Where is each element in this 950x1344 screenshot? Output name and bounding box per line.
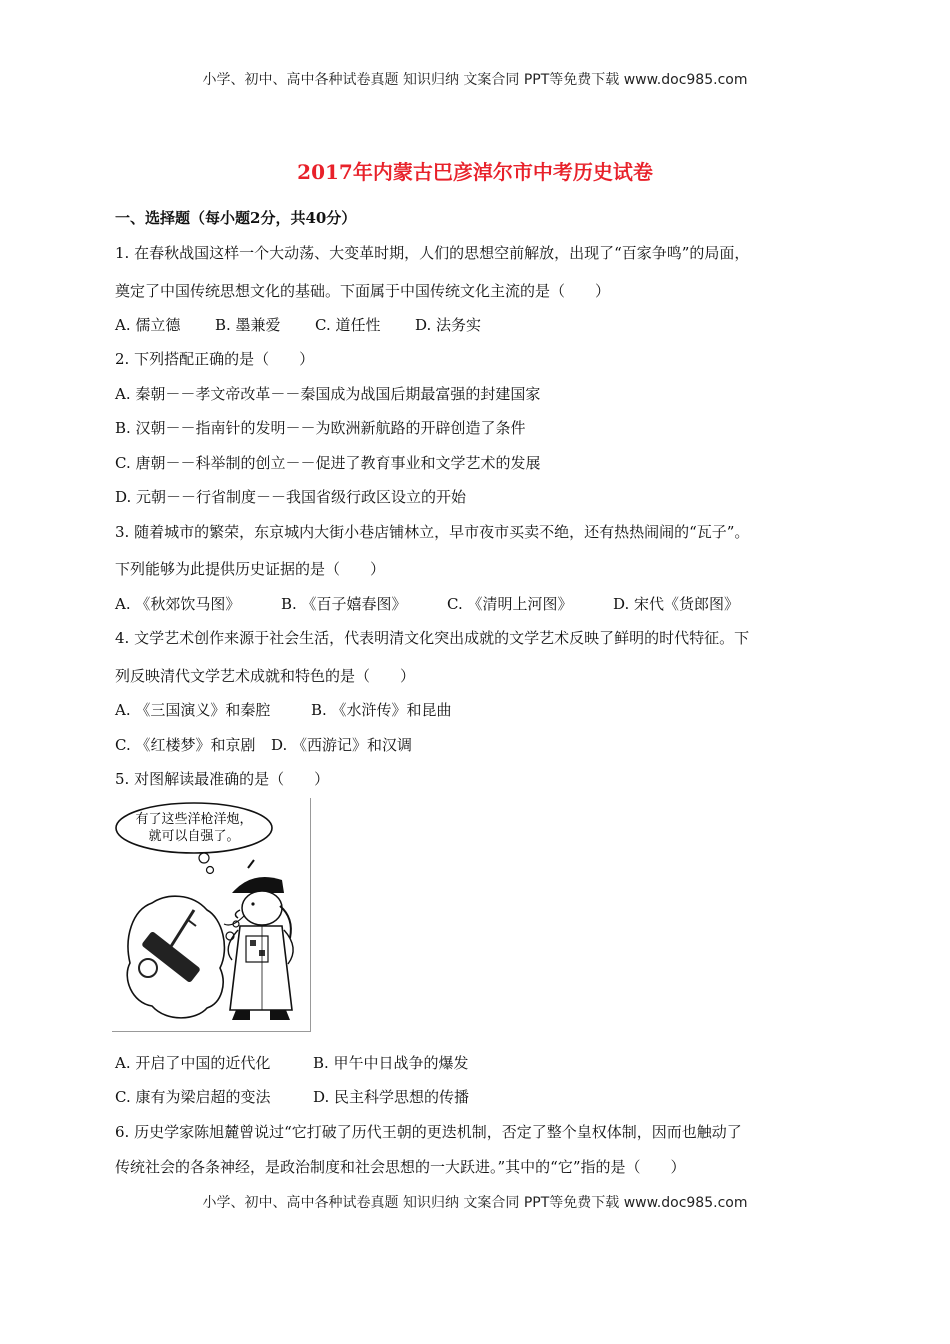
bubble-text-line2: 就可以自强了。 [148, 829, 240, 844]
q6-stem-line1: 6. 历史学家陈旭麓曾说过“它打破了历代王朝的更迭机制，否定了整个皇权体制，因而也触动了 [115, 1123, 742, 1141]
q1-stem-line1: 1. 在春秋战国这样一个大动荡、大变革时期，人们的思想空前解放，出现了“百家争鸣”的局面， [115, 244, 750, 262]
q1-option-c: C. 道任性 [315, 316, 381, 334]
q3-stem-line1: 3. 随着城市的繁荣，东京城内大街小巷店铺林立，早市夜市买卖不绝，还有热热闹闹的“瓦子”。 [115, 523, 750, 541]
q4-stem-line1: 4. 文学艺术创作来源于社会生活，代表明清文化突出成就的文学艺术反映了鲜明的时代特征。下 [115, 629, 750, 647]
q3-stem-line2: 下列能够为此提供历史证据的是（ ） [115, 560, 386, 578]
exam-title: 2017年内蒙古巴彦淖尔市中考历史试卷 [297, 160, 653, 184]
page-header: 小学、初中、高中各种试卷真题 知识归纳 文案合同 PPT等免费下载 www.doc985.com [202, 72, 748, 88]
cartoon-drawing [112, 798, 310, 1031]
q3-option-d: D. 宋代《货郎图》 [613, 595, 740, 613]
q1-option-a: A. 儒立德 [115, 316, 181, 334]
q2-option-a: A. 秦朝－－孝文帝改革－－秦国成为战国后期最富强的封建国家 [115, 385, 541, 403]
bubble-text-line1: 有了这些洋枪洋炮， [135, 812, 253, 827]
q2-option-c: C. 唐朝－－科举制的创立－－促进了教育事业和文学艺术的发展 [115, 454, 541, 472]
q4-stem-line2: 列反映清代文学艺术成就和特色的是（ ） [115, 667, 416, 685]
q4-option-a: A. 《三国演义》和秦腔 [115, 701, 271, 719]
q4-options-ab [115, 700, 452, 720]
q5-option-c: C. 康有为梁启超的变法 [115, 1088, 271, 1106]
q2-option-b: B. 汉朝－－指南针的发明－－为欧洲新航路的开辟创造了条件 [115, 419, 526, 437]
q1-option-b: B. 墨兼爱 [215, 316, 281, 334]
q3-option-c: C. 《清明上河图》 [447, 595, 573, 613]
q4-option-b: B. 《水浒传》和昆曲 [311, 701, 452, 719]
q1-option-d: D. 法务实 [415, 316, 482, 334]
q3-option-a: A. 《秋郊饮马图》 [115, 595, 241, 613]
q5-cartoon-image [112, 798, 311, 1032]
q4-option-c: C. 《红楼梦》和京剧 [115, 736, 256, 754]
q5-options-cd [115, 1087, 469, 1107]
q5-option-b: B. 甲午中日战争的爆发 [313, 1054, 469, 1072]
page-footer: 小学、初中、高中各种试卷真题 知识归纳 文案合同 PPT等免费下载 www.doc985.com [202, 1195, 748, 1211]
section-heading: 一、选择题（每小题2分，共40分） [115, 209, 357, 227]
q5-option-d: D. 民主科学思想的传播 [313, 1088, 470, 1106]
q4-options-cd [115, 735, 412, 755]
q3-options [115, 594, 739, 614]
q6-stem-line2: 传统社会的各条神经，是政治制度和社会思想的一大跃进。”其中的“它”指的是（ ） [115, 1158, 686, 1176]
q2-stem: 2. 下列搭配正确的是（ ） [115, 350, 315, 368]
q4-option-d: D. 《西游记》和汉调 [271, 736, 413, 754]
q2-option-d: D. 元朝－－行省制度－－我国省级行政区设立的开始 [115, 488, 467, 506]
q1-options [115, 315, 481, 335]
q5-options-ab [115, 1053, 469, 1073]
q1-stem-line2: 奠定了中国传统思想文化的基础。下面属于中国传统文化主流的是（ ） [115, 282, 611, 300]
q3-option-b: B. 《百子嬉春图》 [281, 595, 407, 613]
q5-option-a: A. 开启了中国的近代化 [115, 1054, 271, 1072]
q5-stem: 5. 对图解读最准确的是（ ） [115, 770, 330, 788]
